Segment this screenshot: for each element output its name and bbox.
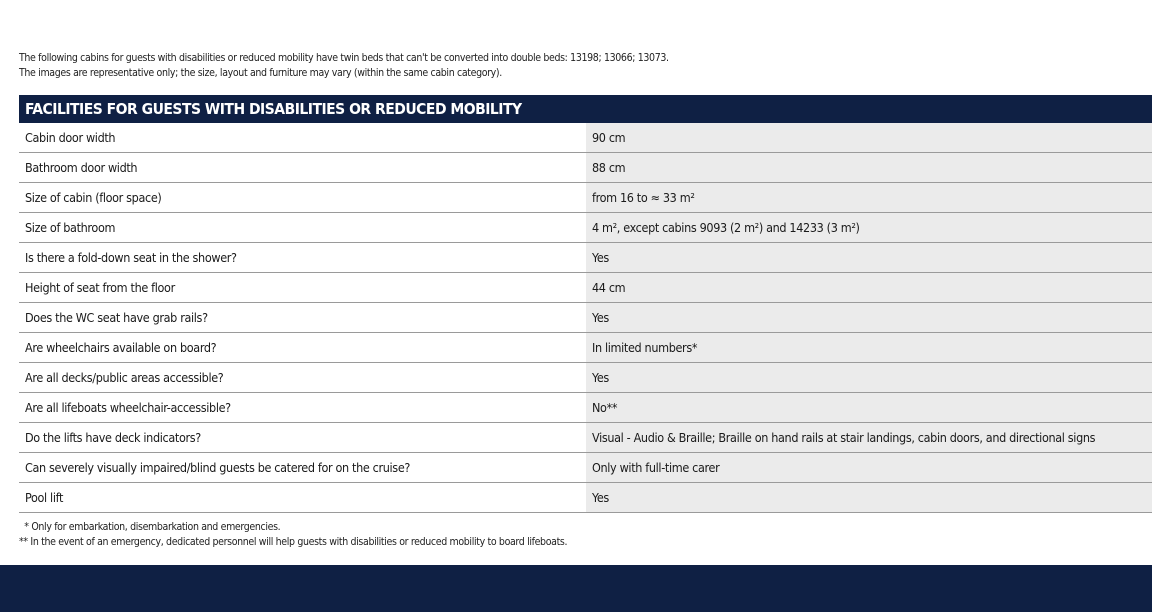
row-value: Only with full-time carer — [586, 453, 1152, 482]
row-label: Are all lifeboats wheelchair-accessible? — [19, 393, 586, 422]
intro-line-twin-beds: The following cabins for guests with disabilities or reduced mobility have twin beds that can't be converted into double beds: 13198; 13066; 13073. — [19, 52, 669, 64]
row-value: 90 cm — [586, 123, 1152, 152]
table-row — [19, 363, 1152, 393]
table-title: FACILITIES FOR GUESTS WITH DISABILITIES OR REDUCED MOBILITY — [19, 95, 1152, 123]
footnotes — [19, 520, 567, 550]
intro-line-images-disclaimer: The images are representative only; the size, layout and furniture may vary (within the same cabin category). — [19, 67, 502, 79]
row-value: Visual - Audio & Braille; Braille on hand rails at stair landings, cabin doors, and directional signs — [586, 423, 1152, 452]
row-value: Yes — [586, 243, 1152, 272]
table-row — [19, 243, 1152, 273]
row-label: Do the lifts have deck indicators? — [19, 423, 586, 452]
table-row — [19, 273, 1152, 303]
footnote-lifeboats: ** In the event of an emergency, dedicated personnel will help guests with disabilities or reduced mobility to board lifeboats. — [19, 536, 568, 548]
table-row — [19, 123, 1152, 153]
intro-text — [19, 51, 1139, 81]
row-label: Are wheelchairs available on board? — [19, 333, 586, 362]
table-row — [19, 213, 1152, 243]
row-label: Can severely visually impaired/blind guests be catered for on the cruise? — [19, 453, 586, 482]
row-label: Size of cabin (floor space) — [19, 183, 586, 212]
table-row — [19, 153, 1152, 183]
row-label: Does the WC seat have grab rails? — [19, 303, 586, 332]
row-label: Cabin door width — [19, 123, 586, 152]
table-row — [19, 393, 1152, 423]
row-value: Yes — [586, 483, 1152, 512]
row-value: Yes — [586, 363, 1152, 392]
row-label: Is there a fold-down seat in the shower? — [19, 243, 586, 272]
row-value: Yes — [586, 303, 1152, 332]
table-row — [19, 333, 1152, 363]
footer-band — [0, 565, 1152, 612]
table-row — [19, 423, 1152, 453]
row-label: Bathroom door width — [19, 153, 586, 182]
row-value: from 16 to ≈ 33 m² — [586, 183, 1152, 212]
row-label: Height of seat from the floor — [19, 273, 586, 302]
table-row — [19, 303, 1152, 333]
row-value: No** — [586, 393, 1152, 422]
table-row — [19, 183, 1152, 213]
row-value: 88 cm — [586, 153, 1152, 182]
row-value: In limited numbers* — [586, 333, 1152, 362]
row-value: 4 m², except cabins 9093 (2 m²) and 14233 (3 m²) — [586, 213, 1152, 242]
footnote-wheelchairs: * Only for embarkation, disembarkation and emergencies. — [19, 521, 281, 533]
facilities-table — [19, 95, 1152, 513]
row-label: Size of bathroom — [19, 213, 586, 242]
row-label: Pool lift — [19, 483, 586, 512]
row-value: 44 cm — [586, 273, 1152, 302]
table-row — [19, 483, 1152, 513]
row-label: Are all decks/public areas accessible? — [19, 363, 586, 392]
table-row — [19, 453, 1152, 483]
